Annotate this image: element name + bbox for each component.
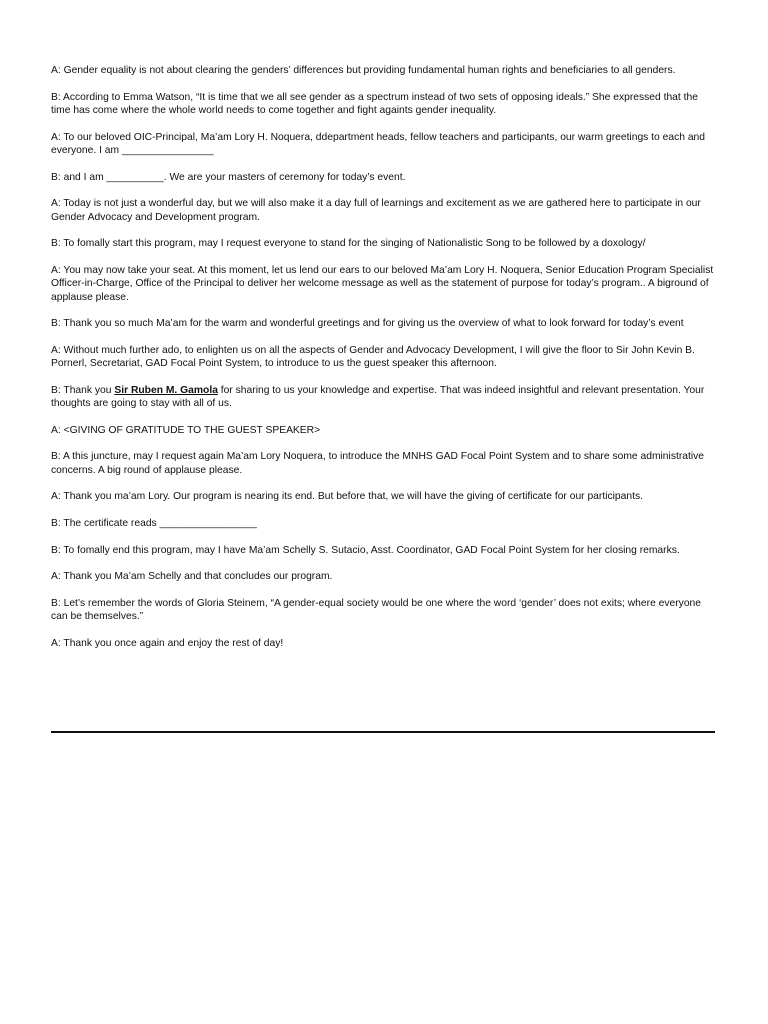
script-line: B: and I am __________. We are your masters of ceremony for today’s event. [51,171,406,183]
script-line: B: Thank you so much Ma’am for the warm and wonderful greetings and for giving us the overview of what to look forward for today’s event [51,318,684,330]
thanks-suffix: for sharing to us your knowledge and expertise. That was indeed insightful and relevant presentation. Your thoughts are going to stay with all of us. [51,384,708,410]
script-line: A: Without much further ado, to enlighten us on all the aspects of Gender and Advocacy Development, I will give the floor to Sir John Kevin B. Pornerl, Secretariat, GAD Focal Point System, to introduce to us the guest speaker this afternoon. [51,344,698,370]
script-line: B: The certificate reads _________________ [51,517,257,529]
script-line-thanks [51,384,716,411]
mc-script [51,64,716,663]
script-line: B: To fomally start this program, may I request everyone to stand for the singing of Nationalistic Song to be followed by a doxology/ [51,238,646,250]
script-line: B: According to Emma Watson, “It is time that we all see gender as a spectrum instead of two sets of opposing ideals.” She expressed that the time has come where the whole world needs to come together and fight againts gender inequality. [51,91,701,116]
guest-speaker-name: Sir Ruben M. Gamola [114,384,218,396]
script-line: A: <GIVING OF GRATITUDE TO THE GUEST SPEAKER> [51,424,321,436]
script-line: A: Gender equality is not about clearing the genders’ differences but providing fundamental human rights and beneficiaries to all genders. [51,65,676,76]
script-line: A: Thank you Ma’am Schelly and that concludes our program. [51,571,333,583]
thanks-prefix: B: Thank you [51,384,115,396]
script-line: A: Today is not just a wonderful day, but we will also make it a day full of learnings and excitement as we are gathered here to participate in our Gender Advocacy and Development program. [51,198,704,223]
horizontal-divider [51,731,715,733]
script-line: A: Thank you ma’am Lory. Our program is nearing its end. But before that, we will have the giving of certificate for our participants. [51,491,643,503]
script-line: A: To our beloved OIC-Principal, Ma’am Lory H. Noquera, ddepartment heads, fellow teachers and participants, our warm greetings to each and everyone. I am ________________ [51,131,708,156]
script-line: B: Let’s remember the words of Gloria Steinem, “A gender-equal society would be one where the word ‘gender’ does not exits; where everyone can be themselves.” [51,597,704,623]
script-line: B: To fomally end this program, may I have Ma’am Schelly S. Sutacio, Asst. Coordinator, GAD Focal Point System for her closing remarks. [51,544,680,556]
script-line: A: Thank you once again and enjoy the rest of day! [51,637,284,649]
script-line: B: A this juncture, may I request again Ma’am Lory Noquera, to introduce the MNHS GAD Focal Point System and to share some administrative concerns. A big round of applause please. [51,451,707,476]
script-line: A: You may now take your seat. At this moment, let us lend our ears to our beloved Ma’am Lory H. Noquera, Senior Education Program Specialist Officer-in-Charge, Office of the Principal to deliver her welcome message as well as the statement of purpose for today’s program.. A biground of applause please. [51,264,717,303]
